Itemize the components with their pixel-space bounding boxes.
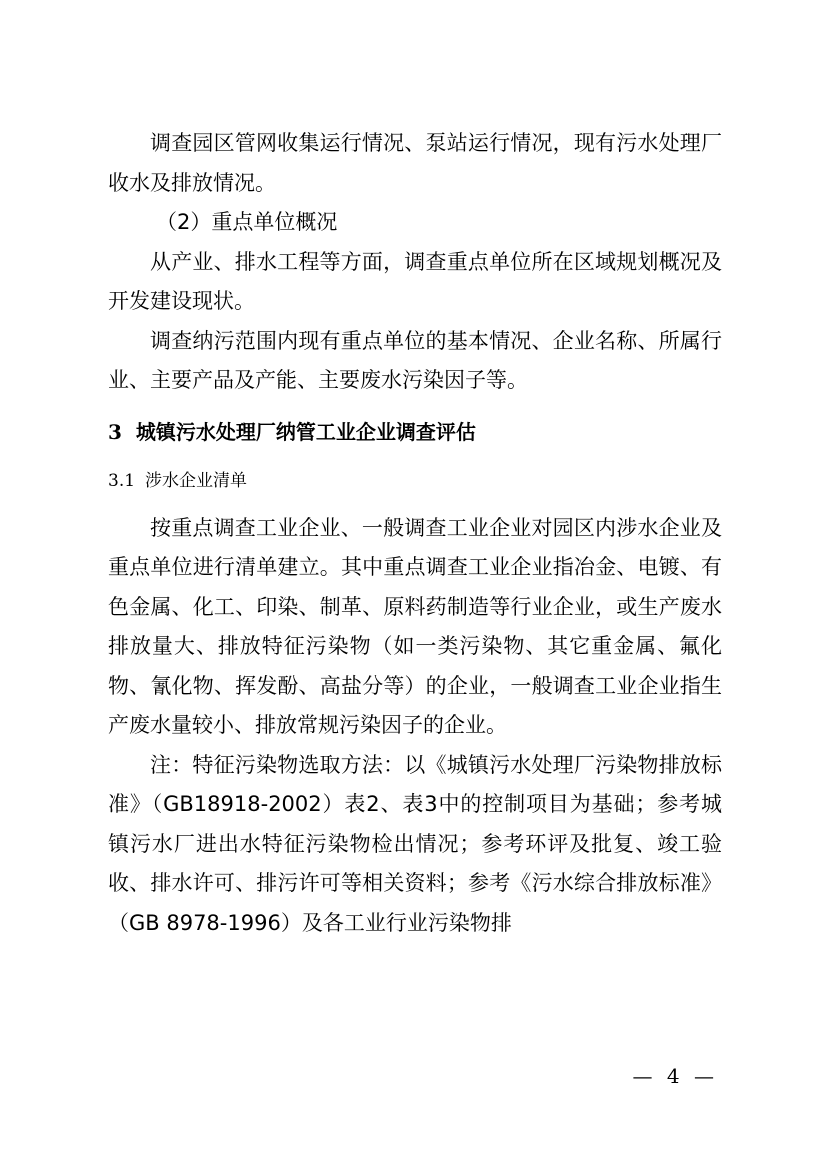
paragraph-industry-drainage: 从产业、排水工程等方面，调查重点单位所在区域规划概况及开发建设现状。	[108, 249, 722, 313]
section-title: 城镇污水处理厂纳管工业企业调查评估	[135, 419, 476, 444]
section-heading	[108, 417, 722, 447]
paragraph-key-units-survey: 调查纳污范围内现有重点单位的基本情况、企业名称、所属行业、主要产品及产能、主要废水污染因子等。	[108, 328, 722, 392]
paragraph-pipe-network: 调查园区管网收集运行情况、泵站运行情况，现有污水处理厂收水及排放情况。	[108, 131, 722, 195]
subsection-heading	[108, 467, 722, 495]
document-page	[108, 124, 722, 943]
section-number: 3	[108, 419, 122, 444]
sub-heading-key-units: （2）重点单位概况	[156, 210, 338, 234]
paragraph-note-pollutants: 注：特征污染物选取方法：以《城镇污水处理厂污染物排放标准》（GB18918-2002）表2、表3中的控制项目为基础；参考城镇污水厂进出水特征污染物检出情况；参考环评及批复、竣工验收、排水许可、排污许可等相关资料；参考《污水综合排放标准》（GB 8978-1996）及各工业行业污染物排	[108, 752, 722, 935]
subsection-number: 3.1	[108, 470, 136, 491]
paragraph-enterprise-list: 按重点调查工业企业、一般调查工业企业对园区内涉水企业及重点单位进行清单建立。其中重点调查工业企业指冶金、电镀、有色金属、化工、印染、制革、原料药制造等行业企业，或生产废水排放量大、排放特征污染物（如一类污染物、其它重金属、氟化物、氰化物、挥发酚、高盐分等）的企业，一般调查工业企业指生产废水量较小、排放常规污染因子的企业。	[108, 515, 722, 737]
subsection-title: 涉水企业清单	[145, 470, 248, 491]
page-number: — 4 —	[632, 1064, 718, 1088]
